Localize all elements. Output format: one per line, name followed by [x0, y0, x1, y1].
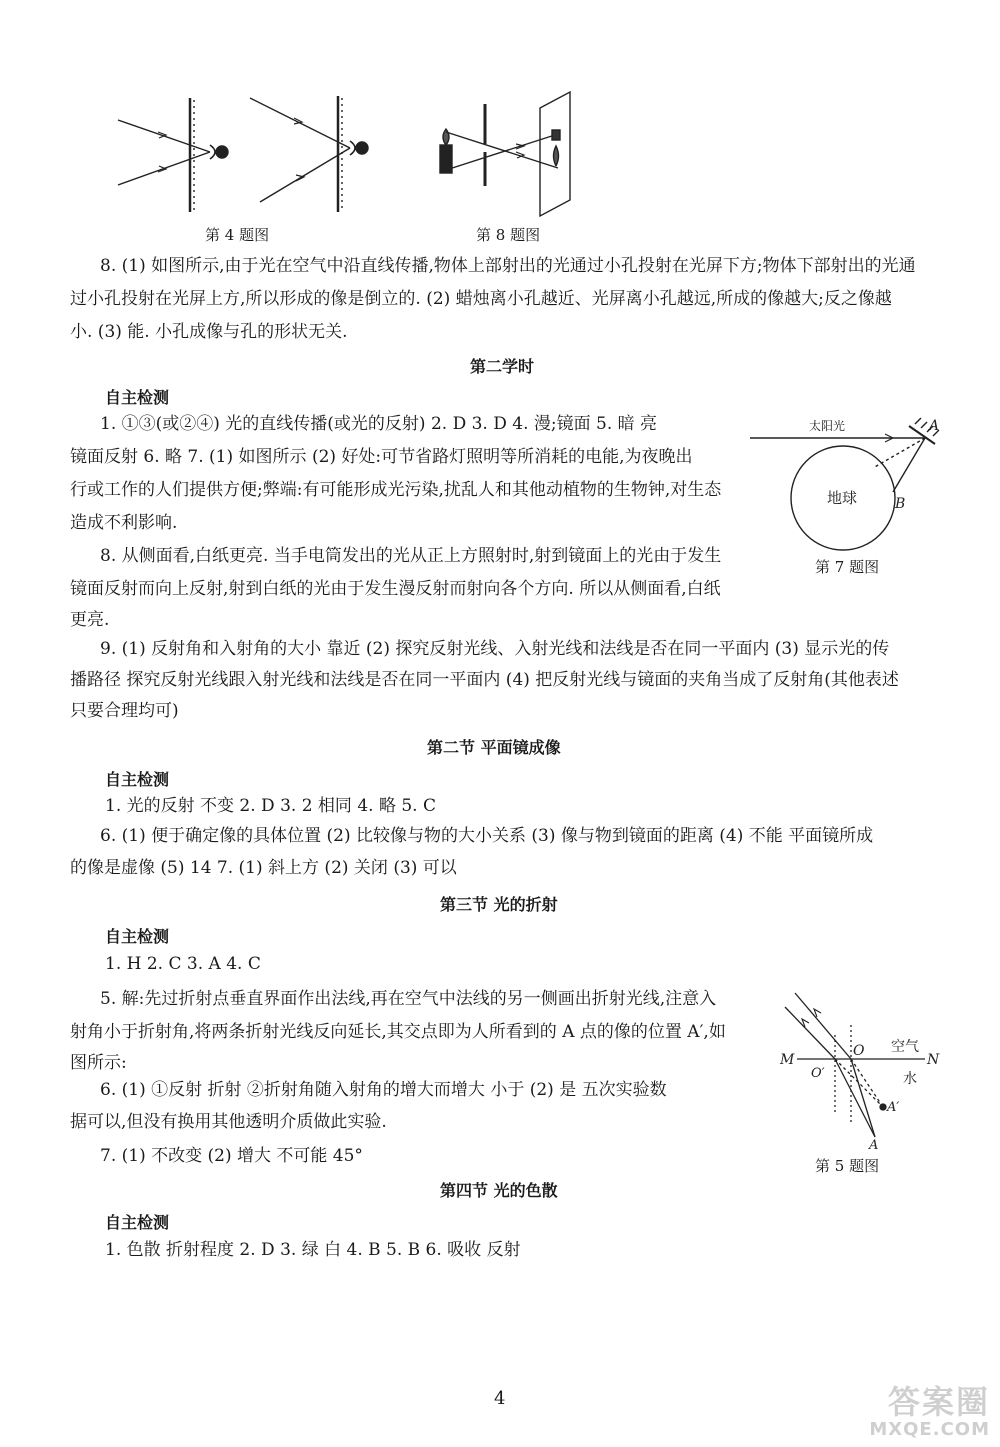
- figure-5-caption: 第 5 题图: [815, 1157, 880, 1175]
- section-heading: 第四节 光的色散: [440, 1181, 558, 1200]
- answer-line: 镜面反射而向上反射,射到白纸的光由于发生漫反射而射向各个方向. 所以从侧面看,白纸: [70, 579, 721, 599]
- label-o-prime: O′: [811, 1066, 825, 1081]
- answer-line: 图所示:: [70, 1053, 127, 1073]
- sunlight-label: 太阳光: [809, 419, 846, 433]
- figure-8-caption: 第 8 题图: [476, 226, 541, 244]
- answer-line: 1. 色散 折射程度 2. D 3. 绿 白 4. B 5. B 6. 吸收 反射: [105, 1240, 521, 1260]
- answer-line: 9. (1) 反射角和入射角的大小 靠近 (2) 探究反射光线、入射光线和法线是否在同一平面内 (3) 显示光的传: [100, 639, 890, 659]
- figure-7-caption: 第 7 题图: [815, 558, 880, 576]
- lesson-heading: 第二学时: [470, 357, 535, 376]
- figure-8: [430, 90, 590, 220]
- answer-line: 只要合理均可): [70, 701, 179, 721]
- watermark-brand: 答案圈: [887, 1383, 990, 1421]
- earth-label: 地球: [827, 489, 858, 507]
- answer-line: 镜面反射 6. 略 7. (1) 如图所示 (2) 好处:可节省路灯照明等所消耗的电能,为夜晚出: [70, 447, 693, 467]
- answer-line: 更亮.: [70, 610, 110, 630]
- figure-4-caption: 第 4 题图: [205, 226, 270, 244]
- point-a-label: A: [929, 418, 940, 434]
- label-m: M: [780, 1052, 795, 1068]
- section-heading: 第二节 平面镜成像: [427, 738, 561, 757]
- answer-line: 6. (1) 便于确定像的具体位置 (2) 比较像与物的大小关系 (3) 像与物到镜面的距离 (4) 不能 平面镜所成: [100, 826, 874, 846]
- answer-line: 过小孔投射在光屏上方,所以形成的像是倒立的. (2) 蜡烛离小孔越近、光屏离小孔越远,所成的像越大;反之像越: [70, 289, 892, 309]
- watermark-url: MXQE.COM: [869, 1419, 990, 1440]
- section-subheading: 自主检测: [105, 927, 170, 946]
- section-heading: 第三节 光的折射: [440, 895, 558, 914]
- answer-line: 5. 解:先过折射点垂直界面作出法线,再在空气中法线的另一侧画出折射光线,注意入: [100, 989, 717, 1009]
- section-subheading: 自主检测: [105, 388, 170, 407]
- figure-5: [775, 985, 950, 1150]
- answer-line: 6. (1) ①反射 折射 ②折射角随入射角的增大而增大 小于 (2) 是 五次实验数: [100, 1080, 667, 1100]
- label-water: 水: [903, 1071, 917, 1087]
- answer-line: 8. 从侧面看,白纸更亮. 当手电筒发出的光从正上方照射时,射到镜面上的光由于发生: [100, 546, 722, 566]
- answer-line: 8. (1) 如图所示,由于光在空气中沿直线传播,物体上部射出的光通过小孔投射在光屏下方;物体下部射出的光通: [100, 256, 916, 276]
- answer-line: 1. ①③(或②④) 光的直线传播(或光的反射) 2. D 3. D 4. 漫;镜面 5. 暗 亮: [100, 414, 658, 434]
- label-a: A: [869, 1138, 879, 1150]
- answer-line: 小. (3) 能. 小孔成像与孔的形状无关.: [70, 322, 348, 342]
- answer-line: 1. H 2. C 3. A 4. C: [105, 954, 261, 974]
- answer-line: 1. 光的反射 不变 2. D 3. 2 相同 4. 略 5. C: [105, 796, 436, 816]
- page-number: 4: [494, 1388, 506, 1409]
- answer-line: 射角小于折射角,将两条折射光线反向延长,其交点即为人所看到的 A 点的像的位置 A′,如: [70, 1022, 726, 1042]
- section-subheading: 自主检测: [105, 770, 170, 789]
- section-subheading: 自主检测: [105, 1213, 170, 1232]
- label-a-prime: A′: [887, 1100, 900, 1115]
- answer-line: 播路径 探究反射光线跟入射光线和法线是否在同一平面内 (4) 把反射光线与镜面的夹角当成了反射角(其他表述: [70, 670, 899, 690]
- answer-line: 行或工作的人们提供方便;弊端:有可能形成光污染,扰乱人和其他动植物的生物钟,对生态: [70, 480, 722, 500]
- label-n: N: [927, 1052, 940, 1068]
- answer-line: 据可以,但没有换用其他透明介质做此实验.: [70, 1112, 387, 1132]
- figure-4: [110, 90, 380, 220]
- answer-line: 造成不利影响.: [70, 513, 178, 533]
- answer-line: 的像是虚像 (5) 14 7. (1) 斜上方 (2) 关闭 (3) 可以: [70, 858, 457, 878]
- label-air: 空气: [891, 1039, 919, 1055]
- watermark-logo: [830, 1385, 990, 1445]
- point-b-label: B: [895, 496, 906, 512]
- figure-7: [745, 410, 950, 560]
- answer-line: 7. (1) 不改变 (2) 增大 不可能 45°: [100, 1146, 363, 1166]
- label-o: O: [853, 1043, 865, 1059]
